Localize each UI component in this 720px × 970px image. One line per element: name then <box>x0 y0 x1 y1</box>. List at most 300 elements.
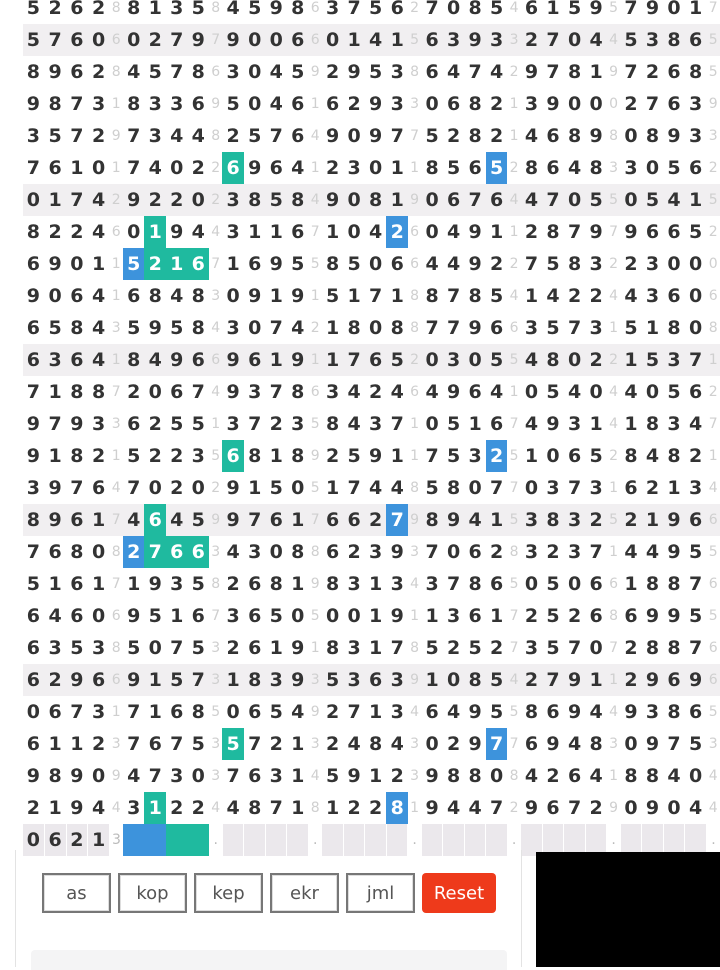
grid-cell: 7 <box>443 312 465 344</box>
grid-separator-digit: 2 <box>607 248 620 280</box>
grid-cell: 8 <box>188 280 210 312</box>
grid-cell: 6 <box>620 472 642 504</box>
grid-cell: 1 <box>386 152 408 184</box>
grid-cell: 6 <box>421 24 443 56</box>
grid-cell: 7 <box>421 0 443 24</box>
grid-row <box>23 472 720 504</box>
grid-separator-digit: 5 <box>607 0 620 24</box>
grid-cell: 0 <box>421 88 443 120</box>
grid-separator-digit: 2 <box>309 312 322 344</box>
grid-separator-digit: 8 <box>110 536 123 568</box>
grid-cell: 5 <box>421 632 443 664</box>
grid-separator-digit: 5 <box>309 408 322 440</box>
kop-button[interactable]: kop <box>118 873 187 913</box>
ekr-button[interactable]: ekr <box>270 873 339 913</box>
grid-separator-digit: 9 <box>309 568 322 600</box>
grid-cell: 3 <box>443 344 465 376</box>
grid-cell: 9 <box>365 440 387 472</box>
grid-cell: 5 <box>322 760 344 792</box>
grid-separator-digit: 2 <box>607 440 620 472</box>
grid-cell: 9 <box>464 312 486 344</box>
grid-cell: 6 <box>564 760 586 792</box>
grid-separator-digit: 1 <box>607 312 620 344</box>
grid-cell: 5 <box>44 312 66 344</box>
grid-cell: 4 <box>222 0 244 24</box>
grid-cell: 8 <box>322 632 344 664</box>
grid-separator-digit: 6 <box>209 344 222 376</box>
grid-cell: 0 <box>421 344 443 376</box>
grid-separator-digit: 3 <box>408 728 421 760</box>
grid-cell: 2 <box>322 728 344 760</box>
grid-cell: 4 <box>88 280 110 312</box>
grid-cell: 5 <box>542 248 564 280</box>
grid-separator-digit: 7 <box>507 728 520 760</box>
grid-cell: 0 <box>88 536 110 568</box>
grid-separator-digit: 6 <box>110 600 123 632</box>
grid-cell: 0 <box>265 536 287 568</box>
grid-cell: 1 <box>365 600 387 632</box>
grid-cell: 6 <box>287 88 309 120</box>
grid-cell: 2 <box>322 56 344 88</box>
grid-cell: 9 <box>144 312 166 344</box>
grid-cell: 0 <box>88 152 110 184</box>
grid-row <box>23 376 720 408</box>
grid-separator-digit: 1 <box>607 536 620 568</box>
grid-cell: 3 <box>421 568 443 600</box>
grid-separator-digit: 6 <box>408 376 421 408</box>
grid-separator-digit: 5 <box>507 440 520 472</box>
grid-cell: 0 <box>642 152 664 184</box>
grid-cell: 3 <box>244 376 266 408</box>
grid-separator-digit: 5 <box>706 56 720 88</box>
grid-cell: 6 <box>421 56 443 88</box>
grid-cell: 0 <box>685 248 707 280</box>
grid-cell: 8 <box>144 280 166 312</box>
grid-separator-digit: 2 <box>507 248 520 280</box>
grid-separator-digit: 8 <box>507 760 520 792</box>
grid-cell: 3 <box>343 632 365 664</box>
grid-cell: 1 <box>222 664 244 696</box>
grid-cell: 6 <box>144 728 166 760</box>
grid-separator-digit: 1 <box>110 88 123 120</box>
grid-cell: 3 <box>343 152 365 184</box>
grid-cell: 1 <box>386 24 408 56</box>
grid-separator-digit: . <box>209 824 222 856</box>
grid-cell: 6 <box>542 120 564 152</box>
grid-cell: 8 <box>421 152 443 184</box>
grid-separator-digit: 6 <box>706 632 720 664</box>
grid-cell: 4 <box>265 56 287 88</box>
grid-cell: 9 <box>322 120 344 152</box>
grid-separator-digit: 1 <box>408 440 421 472</box>
grid-cell: 5 <box>685 536 707 568</box>
grid-cell: 8 <box>663 632 685 664</box>
grid-cell: 4 <box>343 376 365 408</box>
grid-cell: 0 <box>585 632 607 664</box>
grid-cell: 4 <box>443 792 465 824</box>
grid-cell: 8 <box>23 56 45 88</box>
grid-cell: 2 <box>486 632 508 664</box>
grid-cell: 0 <box>365 248 387 280</box>
grid-cell: 1 <box>663 472 685 504</box>
grid-cell: 5 <box>486 664 508 696</box>
grid-cell: 3 <box>685 120 707 152</box>
grid-separator-digit: 7 <box>507 632 520 664</box>
grid-cell: 6 <box>322 504 344 536</box>
grid-cell: 8 <box>365 184 387 216</box>
grid-cell: 4 <box>265 88 287 120</box>
grid-cell: 3 <box>564 536 586 568</box>
grid-cell: 0 <box>421 408 443 440</box>
grid-cell: 0 <box>287 472 309 504</box>
grid-cell: 1 <box>365 696 387 728</box>
grid-separator-digit: 5 <box>607 184 620 216</box>
grid-cell: 0 <box>322 600 344 632</box>
grid-cell: 8 <box>66 440 88 472</box>
grid-cell: 2 <box>386 216 408 248</box>
grid-cell: 6 <box>585 600 607 632</box>
grid-separator-digit: 8 <box>309 792 322 824</box>
grid-cell: 5 <box>244 120 266 152</box>
grid-separator-digit: . <box>706 824 720 856</box>
grid-cell: 7 <box>386 408 408 440</box>
grid-cell: 7 <box>620 56 642 88</box>
grid-cell: 5 <box>23 568 45 600</box>
grid-separator-digit: 4 <box>507 0 520 24</box>
grid-separator-digit: 1 <box>507 376 520 408</box>
grid-cell: 0 <box>564 184 586 216</box>
grid-cell: 4 <box>585 24 607 56</box>
grid-separator-digit: 2 <box>706 216 720 248</box>
grid-separator-digit: 7 <box>209 248 222 280</box>
grid-cell: 6 <box>244 696 266 728</box>
grid-cell: 9 <box>386 600 408 632</box>
grid-cell: 2 <box>443 120 465 152</box>
grid-cell: 0 <box>123 24 145 56</box>
grid-cell: 0 <box>343 216 365 248</box>
grid-cell: 2 <box>685 440 707 472</box>
grid-cell: 3 <box>222 600 244 632</box>
grid-cell: 6 <box>222 440 244 472</box>
grid-separator-digit: 8 <box>607 600 620 632</box>
grid-cell: 8 <box>123 88 145 120</box>
grid-cell: 3 <box>642 248 664 280</box>
grid-cell: 6 <box>66 0 88 24</box>
grid-cell: 0 <box>287 600 309 632</box>
grid-cell: 5 <box>421 472 443 504</box>
grid-separator-digit: 8 <box>507 536 520 568</box>
grid-cell: 9 <box>144 568 166 600</box>
grid-separator-digit: 1 <box>110 696 123 728</box>
grid-cell: 1 <box>486 600 508 632</box>
grid-cell: 8 <box>542 344 564 376</box>
grid-separator-digit: 3 <box>110 408 123 440</box>
grid-cell: 3 <box>521 504 543 536</box>
grid-separator-digit: 1 <box>110 344 123 376</box>
grid-cell: 9 <box>265 0 287 24</box>
grid-cell: 7 <box>343 0 365 24</box>
black-panel <box>536 852 720 967</box>
grid-cell: 4 <box>44 600 66 632</box>
grid-cell: 9 <box>642 728 664 760</box>
grid-separator-digit: . <box>507 824 520 856</box>
grid-cell: 5 <box>144 56 166 88</box>
grid-cell: 4 <box>642 536 664 568</box>
grid-cell: 9 <box>564 696 586 728</box>
grid-cell: 7 <box>386 120 408 152</box>
grid-cell: 6 <box>663 280 685 312</box>
grid-separator-digit: 2 <box>209 152 222 184</box>
grid-cell: 7 <box>66 88 88 120</box>
grid-cell: 3 <box>585 312 607 344</box>
grid-separator-digit: 6 <box>408 216 421 248</box>
grid-separator-digit: 7 <box>309 504 322 536</box>
grid-separator-digit: 1 <box>607 664 620 696</box>
grid-cell: 1 <box>123 568 145 600</box>
grid-cell: 4 <box>166 280 188 312</box>
grid-separator-digit: 3 <box>706 120 720 152</box>
grid-separator-digit: 3 <box>309 728 322 760</box>
grid-separator-digit: 6 <box>706 504 720 536</box>
grid-cell: 9 <box>421 760 443 792</box>
grid-cell: 0 <box>585 376 607 408</box>
grid-cell: 1 <box>486 216 508 248</box>
grid-cell: 5 <box>663 376 685 408</box>
grid-cell: 8 <box>44 88 66 120</box>
grid-separator-digit: 7 <box>706 408 720 440</box>
grid-cell <box>421 824 443 856</box>
grid-separator-digit: 6 <box>110 24 123 56</box>
grid-cell: 3 <box>386 664 408 696</box>
grid-cell: 1 <box>244 472 266 504</box>
grid-row <box>23 280 720 312</box>
grid-separator-digit: 8 <box>110 0 123 24</box>
grid-cell: 8 <box>188 696 210 728</box>
grid-separator-digit: 1 <box>408 152 421 184</box>
grid-cell: 6 <box>123 280 145 312</box>
grid-cell: 5 <box>663 152 685 184</box>
grid-cell: 5 <box>642 184 664 216</box>
grid-separator-digit: 5 <box>706 600 720 632</box>
grid-cell: 1 <box>464 408 486 440</box>
kep-button[interactable]: kep <box>194 873 263 913</box>
grid-cell: 1 <box>88 568 110 600</box>
grid-separator-digit: 4 <box>209 312 222 344</box>
grid-cell: 4 <box>521 120 543 152</box>
grid-cell: 5 <box>443 440 465 472</box>
grid-cell: 7 <box>585 536 607 568</box>
grid-cell: 0 <box>244 24 266 56</box>
grid-cell: 3 <box>386 696 408 728</box>
grid-cell: 1 <box>265 280 287 312</box>
grid-separator-digit: 1 <box>507 88 520 120</box>
grid-cell: 2 <box>521 664 543 696</box>
grid-separator-digit: 5 <box>309 472 322 504</box>
grid-cell: 2 <box>123 536 145 568</box>
grid-separator-digit: 7 <box>706 0 720 24</box>
grid-cell: 1 <box>322 216 344 248</box>
grid-cell: 1 <box>620 344 642 376</box>
grid-cell: 2 <box>585 792 607 824</box>
grid-separator-digit: 4 <box>607 376 620 408</box>
grid-separator-digit: 7 <box>507 472 520 504</box>
grid-separator-digit: 3 <box>507 24 520 56</box>
grid-separator-digit: 7 <box>607 632 620 664</box>
grid-separator-digit: 9 <box>110 120 123 152</box>
grid-cell: 6 <box>23 728 45 760</box>
grid-cell: 8 <box>88 376 110 408</box>
grid-cell: 7 <box>188 376 210 408</box>
grid-cell: 3 <box>222 408 244 440</box>
grid-cell: 5 <box>642 344 664 376</box>
grid-row <box>23 152 720 184</box>
grid-separator-digit: 1 <box>309 88 322 120</box>
grid-cell: 8 <box>663 312 685 344</box>
grid-cell: 0 <box>23 696 45 728</box>
grid-cell: 4 <box>521 184 543 216</box>
grid-cell <box>123 824 145 856</box>
grid-cell: 8 <box>585 728 607 760</box>
grid-separator-digit: 5 <box>309 600 322 632</box>
grid-cell: 6 <box>386 248 408 280</box>
grid-cell: 7 <box>663 728 685 760</box>
grid-cell: 6 <box>244 568 266 600</box>
grid-separator-digit: 9 <box>607 56 620 88</box>
grid-cell: 9 <box>585 120 607 152</box>
grid-cell: 0 <box>564 24 586 56</box>
grid-cell: 6 <box>188 248 210 280</box>
grid-cell: 8 <box>564 248 586 280</box>
grid-cell: 7 <box>421 536 443 568</box>
grid-separator-digit: 1 <box>408 792 421 824</box>
grid-separator-digit: 5 <box>507 344 520 376</box>
grid-separator-digit: 1 <box>706 344 720 376</box>
grid-cell: 8 <box>188 312 210 344</box>
grid-cell: 2 <box>188 792 210 824</box>
grid-cell: 1 <box>287 792 309 824</box>
grid-cell: 0 <box>23 184 45 216</box>
grid-separator-digit: 1 <box>110 440 123 472</box>
grid-separator-digit: 3 <box>408 536 421 568</box>
grid-cell: 9 <box>620 216 642 248</box>
grid-cell: 9 <box>23 280 45 312</box>
grid-cell: 0 <box>44 280 66 312</box>
grid-cell <box>365 824 387 856</box>
grid-cell: 5 <box>486 152 508 184</box>
grid-cell: 7 <box>443 280 465 312</box>
grid-cell: 3 <box>386 568 408 600</box>
grid-cell: 9 <box>123 600 145 632</box>
grid-cell: 2 <box>486 88 508 120</box>
grid-cell: 9 <box>66 664 88 696</box>
grid-separator-digit: 2 <box>209 184 222 216</box>
grid-cell: 7 <box>44 408 66 440</box>
grid-cell: 4 <box>365 24 387 56</box>
grid-cell: 6 <box>287 120 309 152</box>
grid-cell: 0 <box>521 472 543 504</box>
grid-cell: 6 <box>685 24 707 56</box>
grid-separator-digit: 5 <box>209 440 222 472</box>
grid-cell <box>144 824 166 856</box>
jml-button[interactable]: jml <box>346 873 415 913</box>
grid-cell: 7 <box>685 632 707 664</box>
grid-cell: 8 <box>23 504 45 536</box>
grid-cell <box>322 824 344 856</box>
grid-cell: 0 <box>343 600 365 632</box>
grid-cell: 5 <box>222 88 244 120</box>
grid-cell: 6 <box>685 152 707 184</box>
grid-cell: 1 <box>421 600 443 632</box>
grid-cell: 5 <box>23 0 45 24</box>
grid-separator-digit: 5 <box>706 696 720 728</box>
grid-cell: 3 <box>585 472 607 504</box>
grid-cell: 2 <box>620 632 642 664</box>
grid-cell: 8 <box>244 440 266 472</box>
as-button[interactable]: as <box>42 873 111 913</box>
grid-separator-digit: 6 <box>209 56 222 88</box>
grid-cell: 7 <box>521 248 543 280</box>
grid-separator-digit: 3 <box>110 728 123 760</box>
grid-separator-digit: 4 <box>110 792 123 824</box>
grid-cell: 8 <box>464 120 486 152</box>
grid-cell: 6 <box>620 600 642 632</box>
grid-cell: 4 <box>188 216 210 248</box>
grid-cell: 8 <box>265 568 287 600</box>
grid-cell: 0 <box>685 280 707 312</box>
grid-cell: 3 <box>265 760 287 792</box>
grid-cell: 2 <box>564 600 586 632</box>
grid-cell: 9 <box>222 376 244 408</box>
grid-cell: 0 <box>365 152 387 184</box>
grid-cell: 6 <box>166 376 188 408</box>
grid-cell: 0 <box>144 632 166 664</box>
grid-cell: 5 <box>188 408 210 440</box>
grid-separator-digit: 1 <box>309 280 322 312</box>
grid-cell: 9 <box>244 280 266 312</box>
grid-cell: 3 <box>343 568 365 600</box>
grid-separator-digit: 9 <box>309 440 322 472</box>
grid-cell: 6 <box>66 568 88 600</box>
grid-cell: 4 <box>287 312 309 344</box>
grid-cell: 3 <box>521 312 543 344</box>
grid-separator-digit: 7 <box>507 600 520 632</box>
grid-cell: 4 <box>564 376 586 408</box>
grid-cell: 3 <box>585 248 607 280</box>
grid-cell: 6 <box>244 632 266 664</box>
grid-cell: 8 <box>663 696 685 728</box>
grid-cell: 8 <box>663 568 685 600</box>
grid-cell: 2 <box>365 376 387 408</box>
grid-cell: 6 <box>88 472 110 504</box>
grid-cell <box>443 824 465 856</box>
grid-cell: 7 <box>44 24 66 56</box>
grid-cell: 8 <box>66 536 88 568</box>
grid-separator-digit: 2 <box>607 344 620 376</box>
reset-button[interactable]: Reset <box>422 873 496 913</box>
grid-cell: 4 <box>443 216 465 248</box>
grid-row <box>23 696 720 728</box>
grid-cell: 4 <box>443 696 465 728</box>
grid-cell: 7 <box>123 472 145 504</box>
grid-cell: 6 <box>23 312 45 344</box>
grid-cell: 8 <box>188 56 210 88</box>
grid-separator-digit: 8 <box>408 312 421 344</box>
grid-cell: 9 <box>287 344 309 376</box>
grid-cell: 3 <box>222 312 244 344</box>
grid-separator-digit: 5 <box>706 536 720 568</box>
grid-separator-digit: 3 <box>607 152 620 184</box>
grid-cell: 1 <box>265 632 287 664</box>
